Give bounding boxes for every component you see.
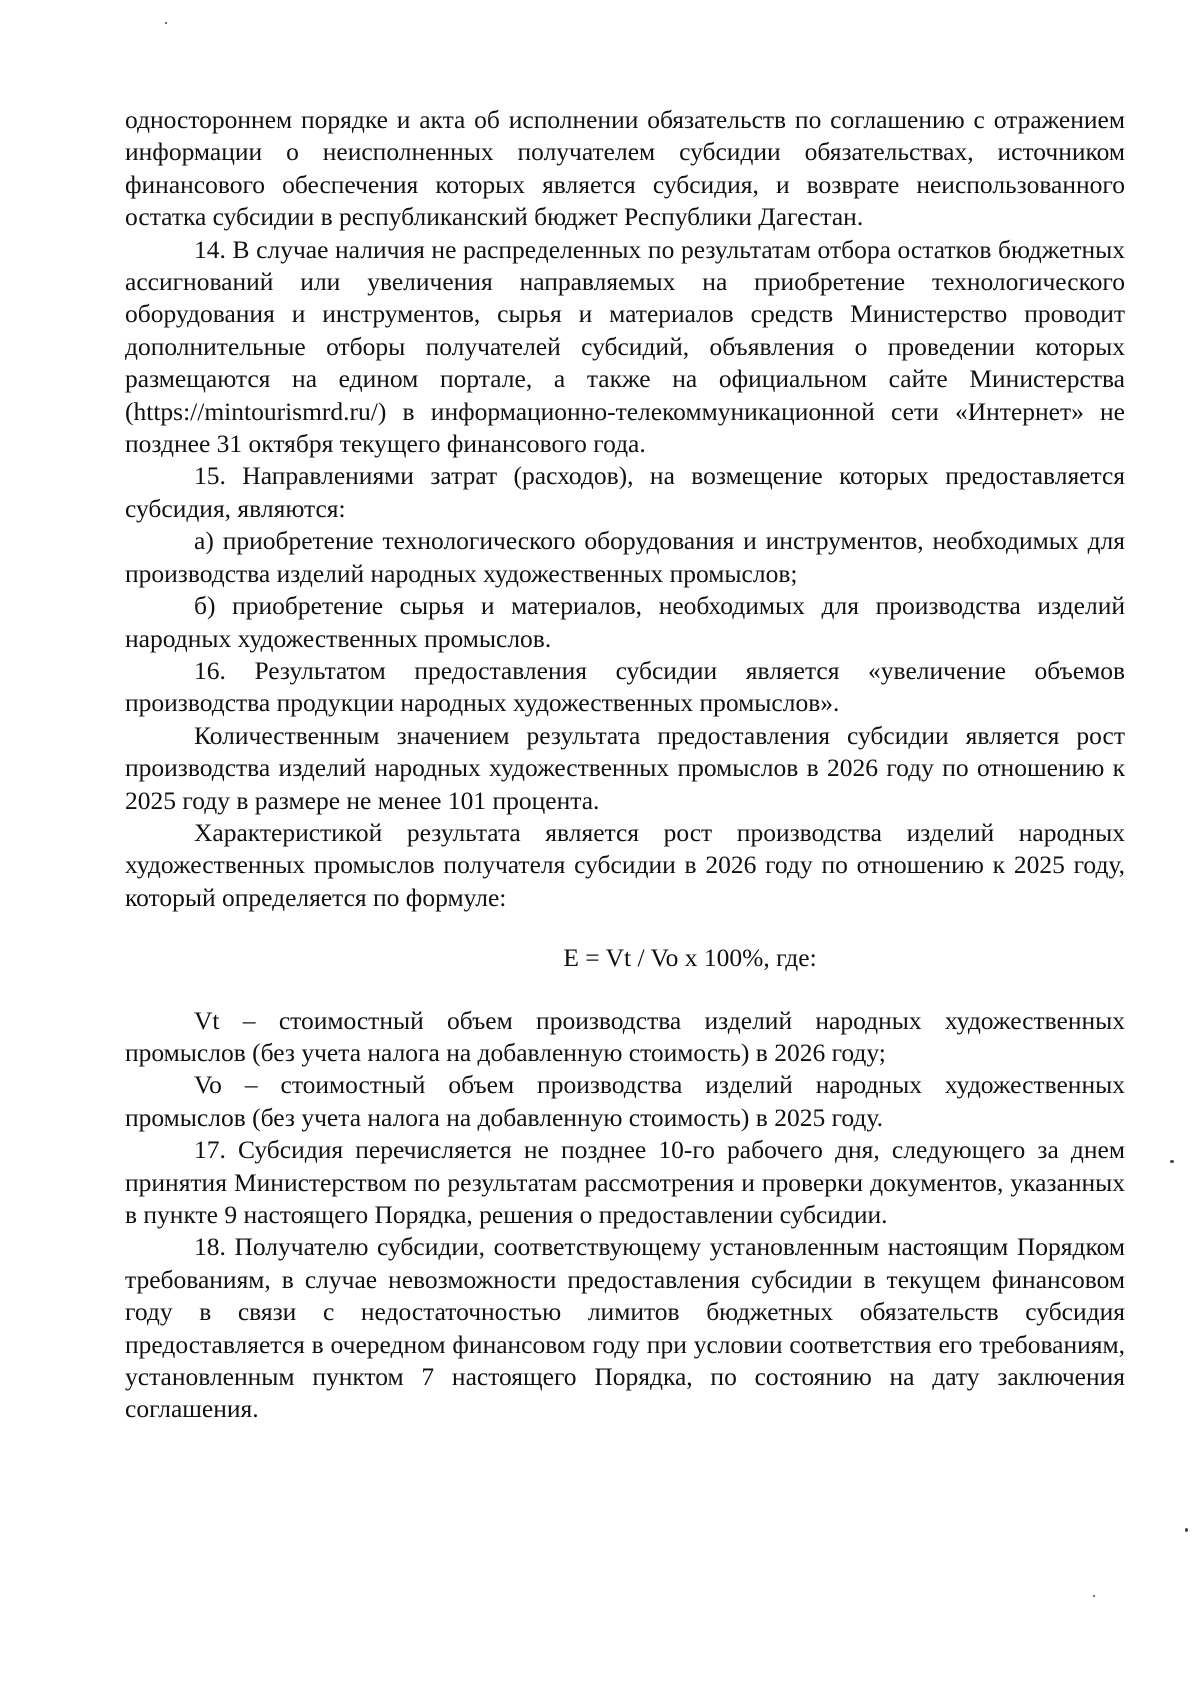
scan-speck: [1170, 1160, 1174, 1163]
formula: E = Vt / Vo x 100%, где:: [563, 943, 817, 973]
paragraph-16: 16. Результатом предоставления субсидии является «увеличение объемов производства продукции народных художественных промыслов».: [125, 655, 1125, 718]
paragraph-15: 15. Направлениями затрат (расходов), на возмещение которых предоставляется субсидия, являются:: [125, 461, 1125, 523]
paragraph-16-quantity: Количественным значением результата предоставления субсидии является рост производства изделий народных художественных промыслов в 2026 году по отношению к 2025 году в размере не менее 101 процента.: [125, 720, 1125, 815]
paragraph-18: 18. Получателю субсидии, соответствующему установленным настоящим Порядком требованиям, в случае невозможности предоставления субсидии в текущем финансовом году в связи с недостаточностью лимитов бюджетных обязательств субсидия предоставляется в очередном финансовом году при условии соответствия его требованиям, установленным пунктом 7 настоящего Порядка, по состоянию на дату заключения соглашения.: [125, 1232, 1125, 1424]
document-body: [125, 104, 1125, 1426]
paragraph-15-b: б) приобретение сырья и материалов, необходимых для производства изделий народных художественных промыслов.: [125, 591, 1125, 653]
paragraph-14: 14. В случае наличия не распределенных по результатам отбора остатков бюджетных ассигнований или увеличения направляемых на приобретение технологического оборудования и инструментов, сырья и материалов средств Министерство проводит дополнительные отборы получателей субсидий, объявления о проведении которых размещаются на едином портале, а также на официальном сайте Министерства (https://mintourismrd.ru/) в информационно-телекоммуникационной сети «Интернет» не позднее 31 октября текущего финансового года.: [125, 234, 1125, 459]
paragraph-continuation: одностороннем порядке и акта об исполнении обязательств по соглашению с отражением информации о неисполненных получателем субсидии обязательствах, источником финансового обеспечения которых является субсидия, и возврате неиспользованного остатка субсидии в республиканский бюджет Республики Дагестан.: [125, 105, 1125, 232]
scan-speck: [165, 22, 167, 24]
paragraph-16-characteristic: Характеристикой результата является рост производства изделий народных художественных промыслов получателя субсидии в 2026 году по отношению к 2025 году, который определяется по формуле:: [125, 817, 1125, 912]
formula-definition-vt: Vt – стоимостный объем производства изделий народных художественных промыслов (без учета налога на добавленную стоимость) в 2026 году;: [125, 1005, 1125, 1067]
paragraph-17: 17. Субсидия перечисляется не позднее 10-го рабочего дня, следующего за днем принятия Министерством по результатам рассмотрения и проверки документов, указанных в пункте 9 настоящего Порядка, решения о предоставлении субсидии.: [125, 1135, 1125, 1229]
formula-definition-vo: Vo – стоимостный объем производства изделий народных художественных промыслов (без учета налога на добавленную стоимость) в 2025 году.: [125, 1070, 1125, 1132]
scan-speck: [1093, 1595, 1095, 1597]
paragraph-15-a: а) приобретение технологического оборудования и инструментов, необходимых для производства изделий народных художественных промыслов;: [125, 526, 1125, 588]
scan-speck: [1185, 1528, 1188, 1532]
